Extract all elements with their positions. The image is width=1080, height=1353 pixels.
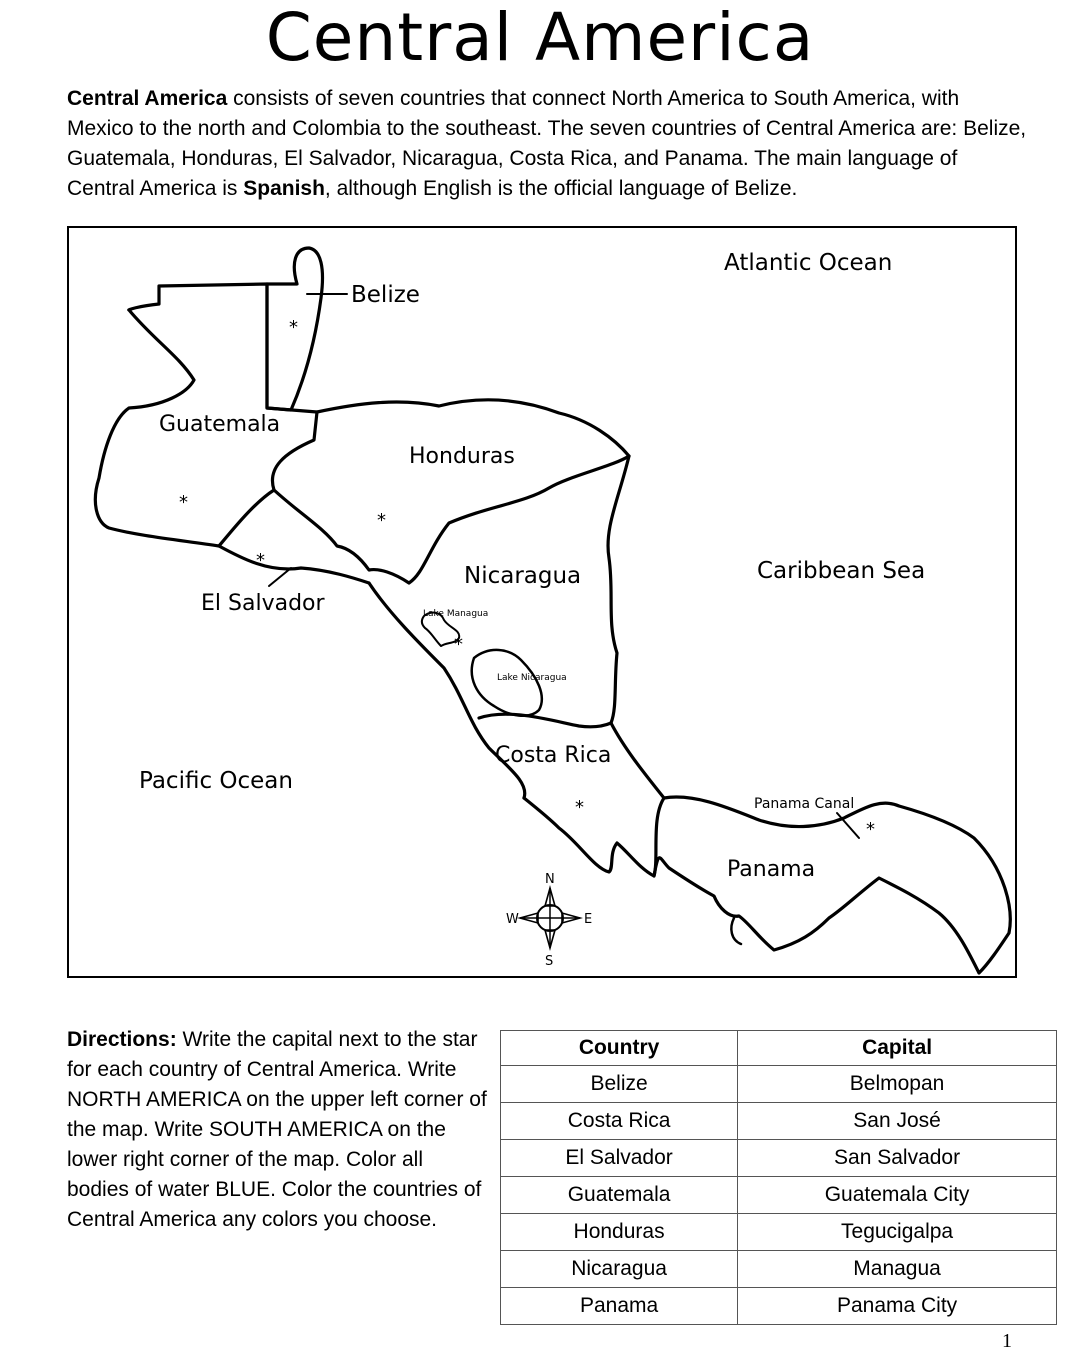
panama-outline	[654, 797, 1010, 973]
honduras-outline	[274, 400, 629, 583]
belize-capital-star: *	[289, 317, 298, 338]
country-cell: El Salvador	[501, 1140, 738, 1177]
table-row	[501, 1177, 1057, 1214]
table-header-row	[501, 1031, 1057, 1066]
header-capital: Capital	[738, 1031, 1057, 1066]
label-atlantic-ocean: Atlantic Ocean	[724, 250, 893, 276]
guatemala-capital-star: *	[179, 492, 188, 513]
panama-hook	[731, 918, 741, 944]
el-salvador-capital-star: *	[256, 550, 265, 571]
table-row	[501, 1103, 1057, 1140]
country-cell: Guatemala	[501, 1177, 738, 1214]
table-row	[501, 1140, 1057, 1177]
label-guatemala: Guatemala	[159, 412, 281, 437]
costa-rica-capital-star: *	[575, 797, 584, 818]
label-nicaragua: Nicaragua	[464, 563, 582, 589]
directions-text: Write the capital next to the star for each country of Central America. Write NORTH AMERICA on the upper left corner of the map. Write SOUTH AMERICA on the lower right corner of the map. Color all bodies of water BLUE. Color the countries of Central America any colors you choose.	[67, 1028, 487, 1231]
nicaragua-east-coast	[608, 456, 629, 723]
capital-cell: Panama City	[738, 1288, 1057, 1325]
label-lake-nicaragua: Lake Nicaragua	[497, 673, 567, 683]
capital-cell: San José	[738, 1103, 1057, 1140]
label-panama: Panama	[727, 857, 816, 882]
nicaragua-capital-star: *	[454, 634, 463, 655]
costa-rica-north-border	[479, 714, 611, 727]
capital-cell: San Salvador	[738, 1140, 1057, 1177]
capital-cell: Managua	[738, 1251, 1057, 1288]
country-cell: Honduras	[501, 1214, 738, 1251]
country-cell: Costa Rica	[501, 1103, 738, 1140]
capitals-table	[500, 1030, 1057, 1325]
intro-text-2: , although English is the official language of Belize.	[324, 177, 798, 200]
label-caribbean-sea: Caribbean Sea	[757, 558, 926, 584]
table-row	[501, 1288, 1057, 1325]
honduras-capital-star: *	[377, 510, 386, 531]
capital-cell: Belmopan	[738, 1066, 1057, 1103]
panama-capital-star: *	[866, 819, 875, 840]
label-el-salvador: El Salvador	[201, 591, 325, 616]
header-country: Country	[501, 1031, 738, 1066]
compass-n: N	[545, 872, 555, 887]
country-cell: Belize	[501, 1066, 738, 1103]
page-title: Central America	[265, 0, 815, 76]
directions-paragraph	[67, 1025, 487, 1235]
label-lake-managua: Lake Managua	[423, 609, 489, 619]
map-drawing	[69, 228, 1019, 980]
el-salvador-pointer-line	[269, 568, 291, 586]
intro-bold-lead: Central America	[67, 87, 228, 110]
directions-bold-lead: Directions:	[67, 1028, 177, 1051]
page-number: 1	[1002, 1330, 1012, 1352]
label-panama-canal: Panama Canal	[754, 796, 855, 812]
label-honduras: Honduras	[409, 444, 515, 469]
table-row	[501, 1251, 1057, 1288]
capital-cell: Guatemala City	[738, 1177, 1057, 1214]
intro-paragraph	[67, 84, 1027, 204]
central-america-map	[67, 226, 1017, 978]
table-row	[501, 1066, 1057, 1103]
el-salvador-outline	[219, 546, 369, 583]
compass-s: S	[545, 954, 554, 969]
intro-bold-language: Spanish	[243, 177, 325, 200]
compass-rose	[506, 872, 592, 969]
table-row	[501, 1214, 1057, 1251]
compass-e: E	[584, 912, 593, 927]
label-pacific-ocean: Pacific Ocean	[139, 768, 293, 794]
capital-cell: Tegucigalpa	[738, 1214, 1057, 1251]
country-cell: Nicaragua	[501, 1251, 738, 1288]
label-belize: Belize	[351, 282, 420, 308]
country-cell: Panama	[501, 1288, 738, 1325]
label-costa-rica: Costa Rica	[495, 743, 612, 768]
compass-w: W	[506, 912, 519, 927]
intro-text-1: consists of seven countries that connect North America to South America, with Mexico to the north and Colombia to the southeast. The seven countries of Central America are: Belize, Guatemala, Honduras, El Salvador, Nicaragua, Costa Rica, and Panama. The main language of Central America is	[67, 87, 1027, 200]
